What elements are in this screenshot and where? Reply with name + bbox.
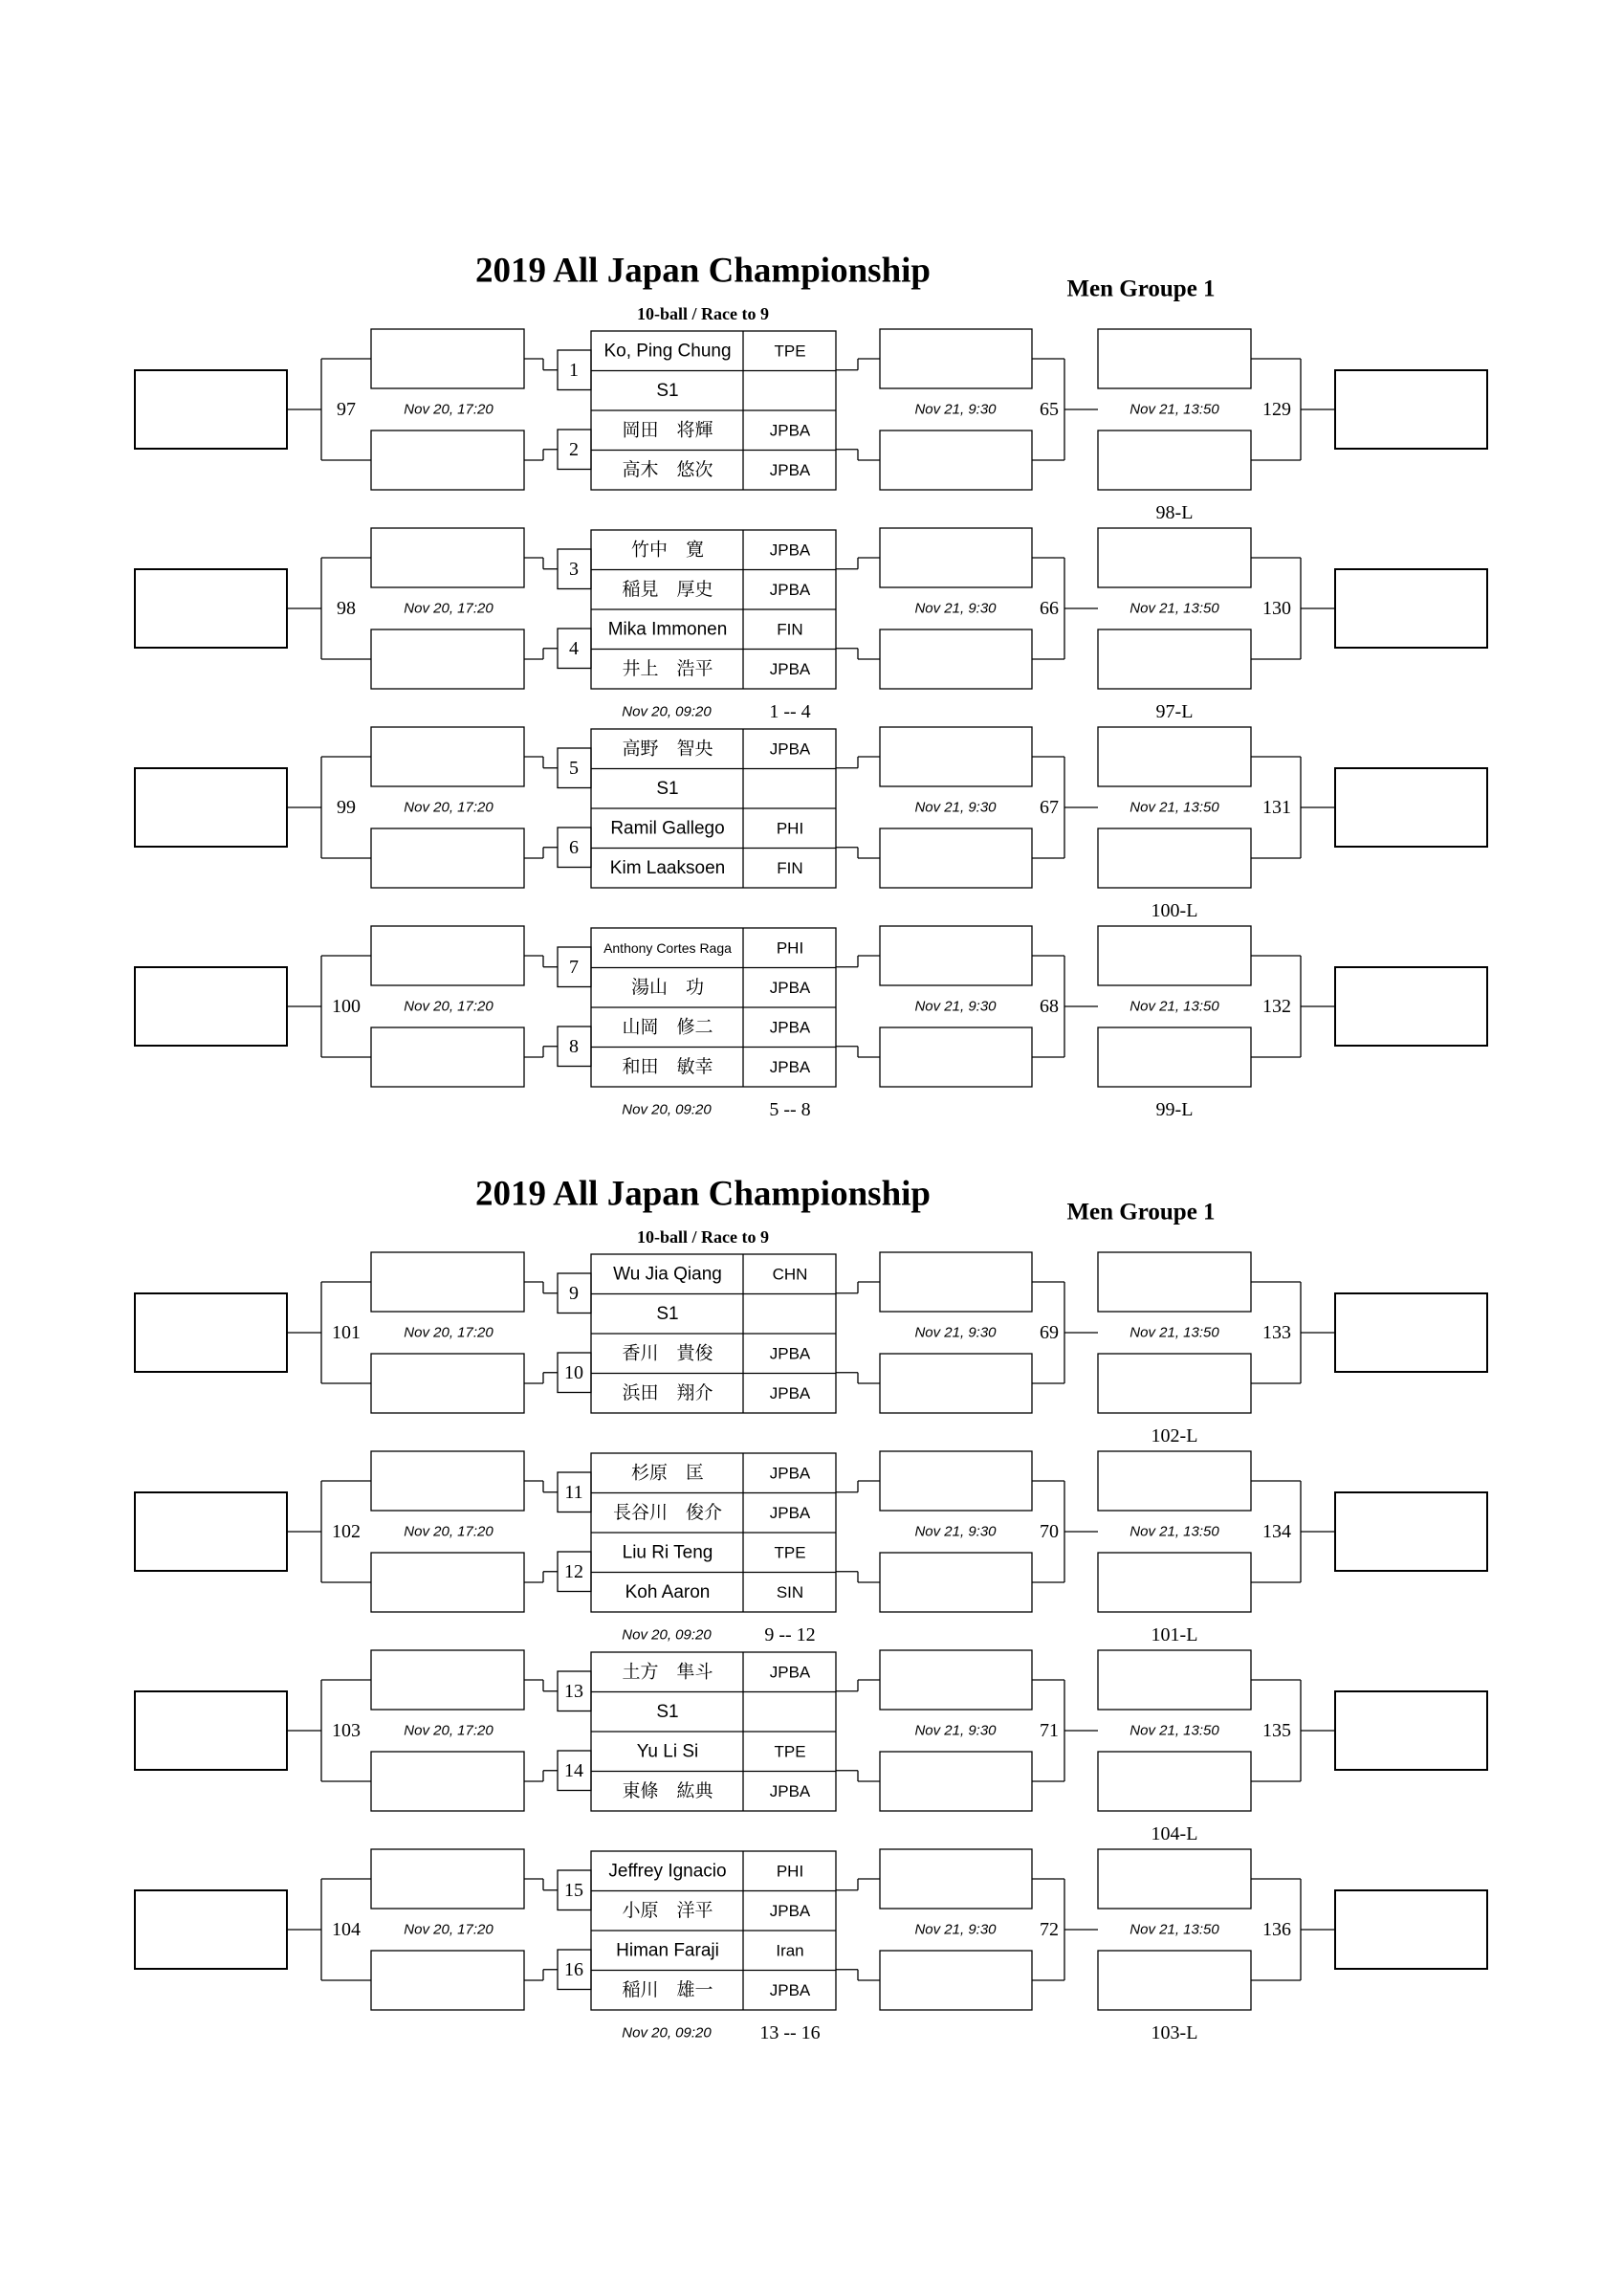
result-box[interactable] <box>371 430 524 490</box>
result-box[interactable] <box>371 828 524 888</box>
player-name: S1 <box>656 1303 679 1324</box>
result-box[interactable] <box>371 1752 524 1811</box>
match-number: 71 <box>1040 1720 1059 1741</box>
player-country: PHI <box>776 819 804 838</box>
match-time: Nov 20, 17:20 <box>404 998 493 1015</box>
result-box[interactable] <box>1098 1027 1251 1087</box>
loser-reference: 100-L <box>1151 900 1198 921</box>
player-name: S1 <box>656 1701 679 1722</box>
result-box[interactable] <box>1098 430 1251 490</box>
result-box[interactable] <box>1098 1553 1251 1612</box>
player-country: JPBA <box>769 1663 811 1682</box>
bracket-block <box>135 1252 1487 1446</box>
match-time: Nov 20, 17:20 <box>404 600 493 617</box>
match-time: Nov 21, 9:30 <box>914 401 997 418</box>
result-box[interactable] <box>1098 1951 1251 2010</box>
match-time: Nov 20, 17:20 <box>404 799 493 816</box>
player-name: S1 <box>656 380 679 401</box>
match-number: 6 <box>569 836 579 858</box>
match-number: 7 <box>569 956 579 978</box>
match-number: 72 <box>1040 1919 1059 1940</box>
player-name: 山岡 修二 <box>622 1017 713 1038</box>
result-box[interactable] <box>371 528 524 587</box>
match-number: 9 <box>569 1282 579 1304</box>
player-name: 稲見 厚史 <box>622 579 713 600</box>
outer-result-box[interactable] <box>1335 1890 1487 1969</box>
loser-reference: 101-L <box>1151 1624 1198 1645</box>
match-number: 103 <box>332 1720 361 1741</box>
player-name: Anthony Cortes Raga <box>603 939 732 956</box>
outer-result-box[interactable] <box>1335 1691 1487 1770</box>
result-box[interactable] <box>880 828 1032 888</box>
group-label: Men Groupe 1 <box>1066 276 1216 302</box>
result-box[interactable] <box>880 1252 1032 1312</box>
player-country: Iran <box>776 1941 804 1960</box>
player-name: Himan Faraji <box>616 1940 719 1961</box>
outer-result-box[interactable] <box>1335 569 1487 648</box>
player-country: JPBA <box>769 1901 811 1920</box>
player-country: JPBA <box>769 1781 811 1800</box>
match-time: Nov 21, 9:30 <box>914 1523 997 1540</box>
match-time: Nov 20, 17:20 <box>404 1921 493 1938</box>
match-number: 14 <box>564 1759 583 1781</box>
player-country: TPE <box>774 1742 806 1761</box>
bracket-block <box>135 528 1487 722</box>
outer-result-box[interactable] <box>135 1890 287 1969</box>
match-number: 131 <box>1262 797 1291 818</box>
match-number: 10 <box>564 1361 583 1383</box>
loser-reference: 104-L <box>1151 1823 1198 1844</box>
match-time: Nov 21, 13:50 <box>1130 401 1219 418</box>
result-box[interactable] <box>880 1553 1032 1612</box>
player-name: Koh Aaron <box>625 1581 711 1602</box>
result-box[interactable] <box>371 1951 524 2010</box>
loser-reference: 99-L <box>1155 1099 1194 1120</box>
block-match-range: 1 -- 4 <box>769 701 811 722</box>
result-box[interactable] <box>880 1951 1032 2010</box>
result-box[interactable] <box>371 1553 524 1612</box>
match-number: 70 <box>1040 1521 1059 1542</box>
loser-reference: 97-L <box>1155 701 1194 722</box>
match-number: 99 <box>337 797 356 818</box>
player-country: JPBA <box>769 580 811 599</box>
outer-result-box[interactable] <box>135 768 287 847</box>
player-country: JPBA <box>769 541 811 560</box>
match-number: 134 <box>1262 1521 1291 1542</box>
match-number: 133 <box>1262 1322 1291 1343</box>
player-name: 小原 洋平 <box>622 1900 713 1921</box>
result-box[interactable] <box>1098 1354 1251 1413</box>
result-box[interactable] <box>1098 1752 1251 1811</box>
match-time: Nov 21, 9:30 <box>914 1324 997 1341</box>
match-number: 11 <box>564 1481 583 1503</box>
player-country: JPBA <box>769 1980 811 1999</box>
result-box[interactable] <box>371 329 524 388</box>
format-label: 10-ball / Race to 9 <box>637 1227 769 1247</box>
player-country: JPBA <box>769 1383 811 1402</box>
block-start-time: Nov 20, 09:20 <box>622 2024 712 2042</box>
outer-result-box[interactable] <box>1335 1492 1487 1571</box>
match-number: 65 <box>1040 399 1059 420</box>
block-match-range: 5 -- 8 <box>769 1099 811 1120</box>
match-number: 98 <box>337 598 356 619</box>
result-box[interactable] <box>371 629 524 689</box>
player-name: 井上 浩平 <box>622 658 713 679</box>
bracket-block <box>135 727 1487 921</box>
sheet-title: 2019 All Japan Championship <box>474 251 932 291</box>
block-match-range: 9 -- 12 <box>764 1624 816 1645</box>
match-time: Nov 21, 13:50 <box>1130 1921 1219 1938</box>
player-country: SIN <box>776 1582 804 1601</box>
player-name: 岡田 将輝 <box>622 420 713 441</box>
player-name: 長谷川 俊介 <box>612 1502 723 1523</box>
outer-result-box[interactable] <box>135 370 287 449</box>
result-box[interactable] <box>371 926 524 985</box>
outer-result-box[interactable] <box>1335 768 1487 847</box>
outer-result-box[interactable] <box>135 1691 287 1770</box>
match-time: Nov 21, 13:50 <box>1130 1722 1219 1739</box>
player-country: JPBA <box>769 740 811 759</box>
player-country: TPE <box>774 1543 806 1562</box>
player-country: JPBA <box>769 1018 811 1037</box>
match-time: Nov 21, 13:50 <box>1130 600 1219 617</box>
player-name: Ramil Gallego <box>610 818 725 839</box>
match-number: 13 <box>564 1680 583 1702</box>
result-box[interactable] <box>371 727 524 786</box>
player-name: Wu Jia Qiang <box>613 1264 722 1285</box>
player-name: 土方 隼斗 <box>622 1662 713 1683</box>
match-number: 100 <box>332 996 361 1017</box>
result-box[interactable] <box>1098 1451 1251 1511</box>
loser-reference: 102-L <box>1151 1425 1198 1446</box>
player-country: PHI <box>776 1862 804 1881</box>
outer-result-box[interactable] <box>135 1293 287 1372</box>
player-name: Jeffrey Ignacio <box>608 1861 727 1882</box>
match-number: 97 <box>337 399 356 420</box>
match-number: 129 <box>1262 399 1291 420</box>
result-box[interactable] <box>371 1354 524 1413</box>
result-box[interactable] <box>1098 1650 1251 1710</box>
result-box[interactable] <box>880 430 1032 490</box>
match-number: 4 <box>569 637 579 659</box>
match-time: Nov 21, 9:30 <box>914 600 997 617</box>
result-box[interactable] <box>1098 828 1251 888</box>
player-name: 浜田 翔介 <box>622 1382 713 1403</box>
outer-result-box[interactable] <box>135 569 287 648</box>
player-name: 竹中 寛 <box>630 540 705 561</box>
outer-result-box[interactable] <box>1335 1293 1487 1372</box>
match-time: Nov 21, 13:50 <box>1130 1324 1219 1341</box>
match-time: Nov 21, 13:50 <box>1130 799 1219 816</box>
match-number: 102 <box>332 1521 361 1542</box>
player-name: S1 <box>656 778 679 799</box>
result-box[interactable] <box>1098 727 1251 786</box>
result-box[interactable] <box>880 1027 1032 1087</box>
result-box[interactable] <box>880 1650 1032 1710</box>
match-time: Nov 21, 13:50 <box>1130 1523 1219 1540</box>
result-box[interactable] <box>1098 1252 1251 1312</box>
result-box[interactable] <box>880 629 1032 689</box>
sheet-title: 2019 All Japan Championship <box>474 1174 932 1214</box>
match-number: 5 <box>569 757 579 779</box>
match-time: Nov 20, 17:20 <box>404 1523 493 1540</box>
bracket-block <box>135 1650 1487 1844</box>
match-time: Nov 21, 9:30 <box>914 1921 997 1938</box>
match-number: 69 <box>1040 1322 1059 1343</box>
match-number: 132 <box>1262 996 1291 1017</box>
result-box[interactable] <box>880 1354 1032 1413</box>
match-number: 67 <box>1040 797 1059 818</box>
player-country: JPBA <box>769 1503 811 1522</box>
match-number: 68 <box>1040 996 1059 1017</box>
match-number: 8 <box>569 1035 579 1057</box>
outer-result-box[interactable] <box>1335 370 1487 449</box>
bracket-block <box>135 926 1487 1120</box>
result-box[interactable] <box>880 329 1032 388</box>
result-box[interactable] <box>1098 329 1251 388</box>
player-name: 湯山 功 <box>630 977 705 998</box>
outer-result-box[interactable] <box>135 1492 287 1571</box>
player-name: Mika Immonen <box>607 619 728 640</box>
player-name: 和田 敏幸 <box>622 1056 713 1077</box>
bracket-section <box>135 1175 1487 2044</box>
outer-result-box[interactable] <box>135 967 287 1046</box>
match-time: Nov 20, 17:20 <box>404 1324 493 1341</box>
result-box[interactable] <box>880 926 1032 985</box>
player-name: Ko, Ping Chung <box>603 341 732 362</box>
result-box[interactable] <box>371 1027 524 1087</box>
bracket-block <box>135 329 1487 523</box>
player-name: Liu Ri Teng <box>622 1542 713 1563</box>
match-time: Nov 21, 9:30 <box>914 998 997 1015</box>
player-country: JPBA <box>769 978 811 997</box>
block-start-time: Nov 20, 09:20 <box>622 1101 712 1118</box>
outer-result-box[interactable] <box>1335 967 1487 1046</box>
match-number: 136 <box>1262 1919 1291 1940</box>
block-start-time: Nov 20, 09:20 <box>622 1626 712 1644</box>
player-country: JPBA <box>769 659 811 678</box>
player-country: TPE <box>774 342 806 361</box>
player-name: 香川 貴俊 <box>622 1343 713 1364</box>
match-time: Nov 21, 9:30 <box>914 1722 997 1739</box>
player-country: PHI <box>776 938 804 958</box>
loser-reference: 103-L <box>1151 2022 1198 2043</box>
block-match-range: 13 -- 16 <box>759 2022 821 2043</box>
match-time: Nov 21, 9:30 <box>914 799 997 816</box>
player-country: JPBA <box>769 1057 811 1076</box>
player-name: 稲川 雄一 <box>622 1979 713 2000</box>
player-name: Kim Laaksoen <box>609 857 726 878</box>
player-country: JPBA <box>769 1344 811 1363</box>
match-number: 15 <box>564 1879 583 1901</box>
player-name: 杉原 匡 <box>630 1463 705 1484</box>
result-box[interactable] <box>371 1252 524 1312</box>
player-name: 高木 悠次 <box>622 459 713 480</box>
player-name: Yu Li Si <box>636 1741 699 1762</box>
player-country: FIN <box>777 858 803 877</box>
result-box[interactable] <box>880 528 1032 587</box>
player-name: 東條 紘典 <box>622 1780 713 1801</box>
result-box[interactable] <box>1098 629 1251 689</box>
match-time: Nov 21, 13:50 <box>1130 998 1219 1015</box>
player-country: JPBA <box>769 460 811 479</box>
match-number: 2 <box>569 438 579 460</box>
result-box[interactable] <box>1098 1849 1251 1909</box>
bracket-block <box>135 1849 1487 2043</box>
player-name: 高野 智央 <box>622 739 713 760</box>
match-number: 135 <box>1262 1720 1291 1741</box>
result-box[interactable] <box>371 1451 524 1511</box>
match-number: 1 <box>569 359 579 381</box>
match-number: 12 <box>564 1560 583 1582</box>
match-number: 101 <box>332 1322 361 1343</box>
match-number: 130 <box>1262 598 1291 619</box>
match-time: Nov 20, 17:20 <box>404 1722 493 1739</box>
result-box[interactable] <box>880 1849 1032 1909</box>
result-box[interactable] <box>371 1849 524 1909</box>
result-box[interactable] <box>371 1650 524 1710</box>
match-number: 66 <box>1040 598 1059 619</box>
result-box[interactable] <box>880 1451 1032 1511</box>
player-country: JPBA <box>769 1464 811 1483</box>
result-box[interactable] <box>880 1752 1032 1811</box>
bracket-block <box>135 1451 1487 1645</box>
result-box[interactable] <box>1098 528 1251 587</box>
format-label: 10-ball / Race to 9 <box>637 304 769 323</box>
bracket-section <box>135 252 1487 1121</box>
group-label: Men Groupe 1 <box>1066 1199 1216 1225</box>
match-number: 16 <box>564 1958 583 1980</box>
block-start-time: Nov 20, 09:20 <box>622 703 712 720</box>
player-country: FIN <box>777 620 803 639</box>
result-box[interactable] <box>1098 926 1251 985</box>
player-country: JPBA <box>769 421 811 440</box>
result-box[interactable] <box>880 727 1032 786</box>
loser-reference: 98-L <box>1155 502 1194 523</box>
match-number: 104 <box>332 1919 361 1940</box>
match-time: Nov 20, 17:20 <box>404 401 493 418</box>
player-country: CHN <box>772 1265 808 1284</box>
match-number: 3 <box>569 558 579 580</box>
